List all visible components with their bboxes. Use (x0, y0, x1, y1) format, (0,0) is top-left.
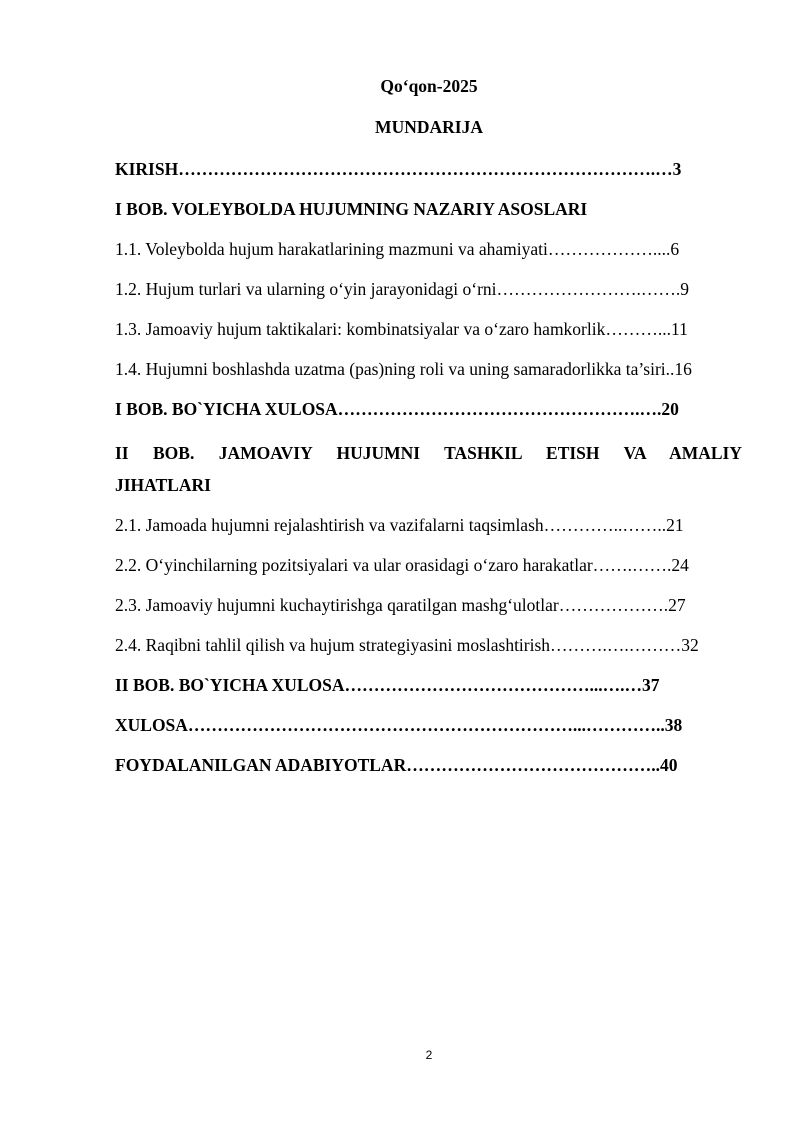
toc-entry-section-2-4[interactable]: 2.4. Raqibni tahlil qilish va hujum strategiyasini moslashtirish……….….………32 (115, 635, 699, 655)
toc-entry-chapter-2-conclusion[interactable]: II BOB. BO`YICHA XULOSA……………………………………...….…37 (115, 675, 660, 695)
toc-entry-chapter-1-conclusion[interactable]: I BOB. BO`YICHA XULOSA…………………………………………….….20 (115, 399, 679, 419)
toc-entry-chapter-2-title[interactable]: II BOB. JAMOAVIY HUJUMNI TASHKIL ETISH VA AMALIY (115, 443, 742, 463)
toc-title: MUNDARIJA (375, 117, 483, 137)
toc-entry-bibliography[interactable]: FOYDALANILGAN ADABIYOTLAR……………………………………..40 (115, 755, 678, 775)
toc-entry-section-1-1[interactable]: 1.1. Voleybolda hujum harakatlarining mazmuni va ahamiyati………………....6 (115, 239, 680, 259)
toc-entry-section-2-3[interactable]: 2.3. Jamoaviy hujumni kuchaytirishga qaratilgan mashg‘ulotlar……………….27 (115, 595, 686, 615)
table-of-contents (115, 157, 742, 793)
toc-entry-kirish[interactable]: KIRISH……………………………………………………………………….…3 (115, 159, 682, 179)
city-year-heading: Qo‘qon-2025 (380, 76, 478, 96)
toc-entry-xulosa[interactable]: XULOSA…………………………………………………………...…………..38 (115, 715, 683, 735)
toc-entry-chapter-2-title-continued[interactable]: JIHATLARI (115, 475, 211, 495)
toc-entry-section-1-4[interactable]: 1.4. Hujumni boshlashda uzatma (pas)ning roli va uning samaradorlikka ta’siri..16 (115, 359, 692, 379)
toc-entry-section-1-2[interactable]: 1.2. Hujum turlari va ularning o‘yin jarayonidagi o‘rni…………………….…….9 (115, 279, 690, 299)
toc-entry-section-1-3[interactable]: 1.3. Jamoaviy hujum taktikalari: kombinatsiyalar va o‘zaro hamkorlik………...11 (115, 319, 688, 339)
toc-entry-section-2-1[interactable]: 2.1. Jamoada hujumni rejalashtirish va vazifalarni taqsimlash…………..……..21 (115, 515, 684, 535)
toc-entry-section-2-2[interactable]: 2.2. O‘yinchilarning pozitsiyalari va ular orasidagi o‘zaro harakatlar…….…….24 (115, 555, 689, 575)
toc-entry-chapter-1-title[interactable]: I BOB. VOLEYBOLDA HUJUMNING NAZARIY ASOSLARI (115, 199, 588, 219)
page-number: 2 (425, 1048, 433, 1062)
